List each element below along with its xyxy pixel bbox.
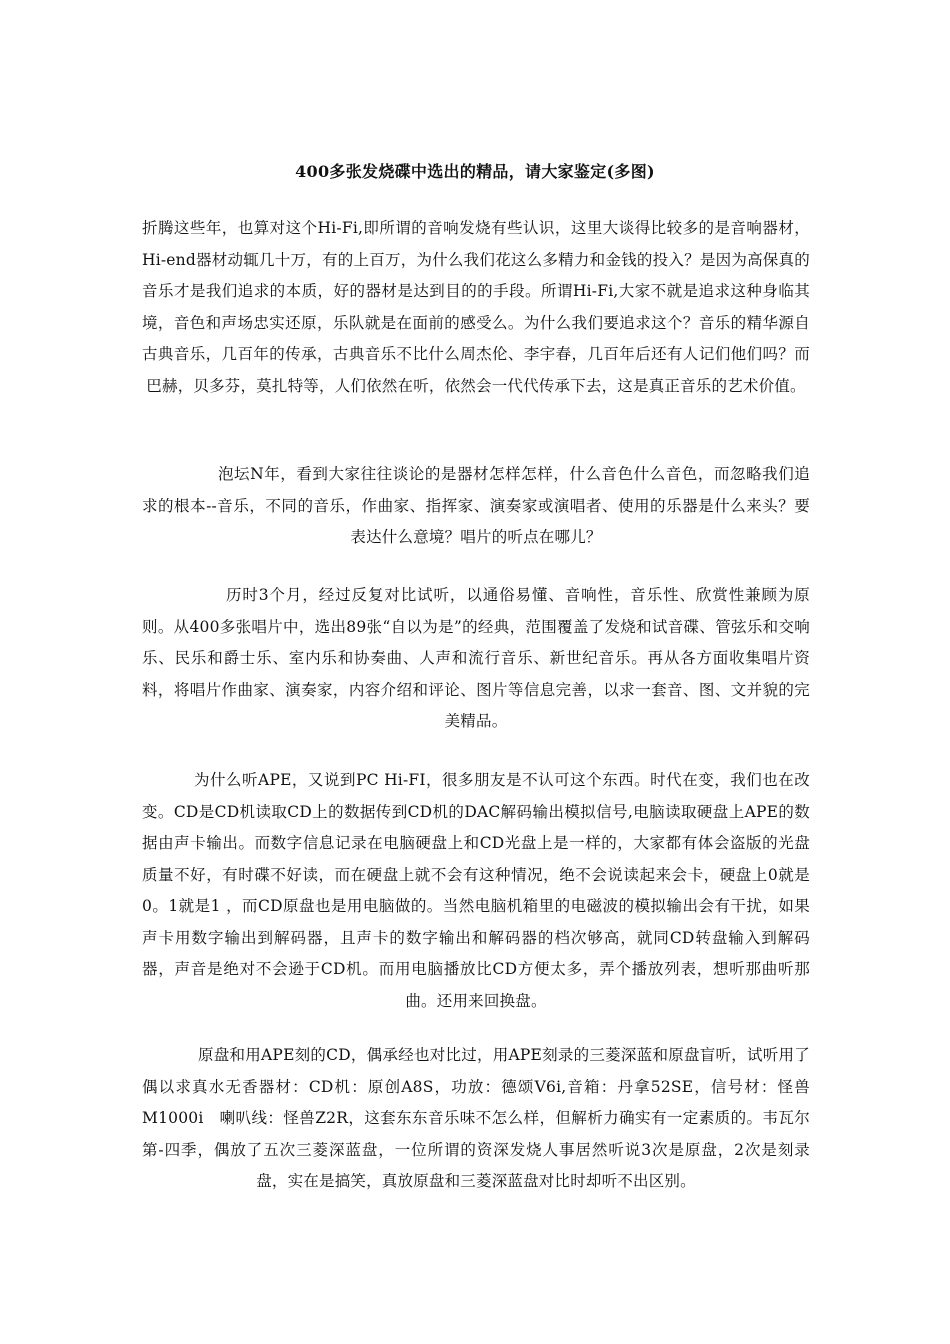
paragraph-comparison: 原盘和用APE刻的CD，偶承经也对比过，用APE刻录的三菱深蓝和原盘盲听，试听用了偶以求真水无香器材：CD机：原创A8S，功放：德颂V6i,音箱：丹拿52SE，信号材：怪兽M1000i 喇叭线：怪兽Z2R，这套东东音乐味不怎么样，但解析力确实有一定素质的。韦瓦尔第-四季，偶放了五次三菱深蓝盘，一位所谓的资深发烧人事居然听说3次是原盘，2次是刻录盘，实在是搞笑，真放原盘和三菱深蓝盘对比时却听不出区别。 [142, 1046, 810, 1190]
paragraph-intro: 折腾这些年，也算对这个Hi-Fi,即所谓的音响发烧有些认识，这里大谈得比较多的是音响器材，Hi-end器材动辄几十万，有的上百万，为什么我们花这么多精力和金钱的投入？是因为高保真的音乐才是我们追求的本质，好的器材是达到目的的手段。所谓Hi-Fi,大家不就是追求这种身临其境，音色和声场忠实还原，乐队就是在面前的感受么。为什么我们要追求这个？音乐的精华源自古典音乐，几百年的传承，古典音乐不比什么周杰伦、李宇春，几百年后还有人记们他们吗？而巴赫，贝多芬，莫扎特等，人们依然在听，依然会一代代传承下去，这是真正音乐的艺术价值。 [142, 219, 810, 395]
paragraph-selection: 历时3个月，经过反复对比试听，以通俗易懂、音响性，音乐性、欣赏性兼顾为原则。从400多张唱片中，选出89张“自以为是”的经典，范围覆盖了发烧和试音碟、管弦乐和交响乐、民乐和爵士乐、室内乐和协奏曲、人声和流行音乐、新世纪音乐。再从各方面收集唱片资料，将唱片作曲家、演奏家，内容介绍和评论、图片等信息完善，以求一套音、图、文并貌的完美精品。 [142, 586, 810, 730]
paragraph-ape: 为什么听APE，又说到PC Hi-FI，很多朋友是不认可这个东西。时代在变，我们也在改变。CD是CD机读取CD上的数据传到CD机的DAC解码输出模拟信号,电脑读取硬盘上APE的数据由声卡输出。而数字信息记录在电脑硬盘上和CD光盘上是一样的，大家都有体会盗版的光盘质量不好，有时碟不好读，而在硬盘上就不会有这种情况，绝不会说读起来会卡，硬盘上0就是0。1就是1 ，而CD原盘也是用电脑做的。当然电脑机箱里的电磁波的模拟输出会有干扰，如果声卡用数字输出到解码器，且声卡的数字输出和解码器的档次够高，就同CD转盘输入到解码器，声音是绝对不会逊于CD机。而用电脑播放比CD方便太多，弄个播放列表，想听那曲听那曲。还用来回换盘。 [142, 771, 810, 1010]
article-title: 400多张发烧碟中选出的精品，请大家鉴定(多图) [295, 162, 655, 181]
paragraph-forum: 泡坛N年，看到大家往往谈论的是器材怎样怎样，什么音色什么音色，而忽略我们追求的根本--音乐，不同的音乐，作曲家、指挥家、演奏家或演唱者、使用的乐器是什么来头？要表达什么意境？唱片的听点在哪儿？ [142, 465, 810, 546]
